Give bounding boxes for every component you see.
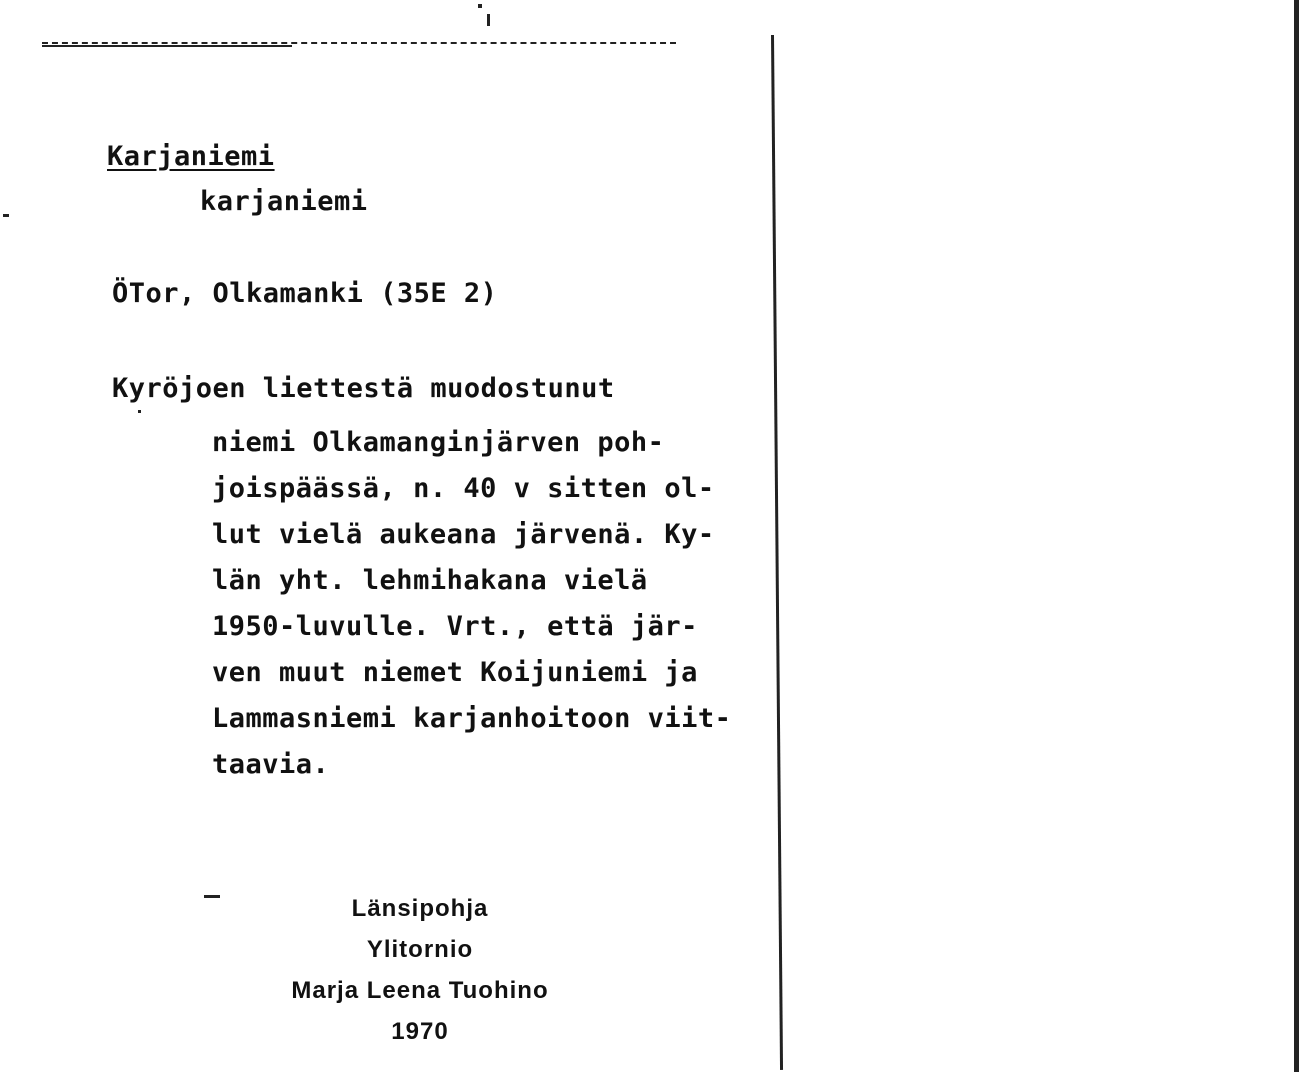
scan-speck xyxy=(138,410,141,413)
entry-location: ÖTor, Olkamanki (35E 2) xyxy=(112,278,498,309)
description-line: län yht. lehmihakana vielä xyxy=(212,565,648,596)
scan-speck xyxy=(3,214,9,217)
top-solid-rule xyxy=(42,45,292,47)
description-line: lut vielä aukeana järvenä. Ky- xyxy=(212,519,715,550)
stamp-collector: Marja Leena Tuohino xyxy=(291,977,549,1004)
scan-speck xyxy=(478,4,482,8)
description-line: Lammasniemi karjanhoitoon viit- xyxy=(212,703,732,734)
stamp-year: 1970 xyxy=(391,1018,449,1045)
entry-pronunciation: karjaniemi xyxy=(200,186,368,217)
collector-stamp xyxy=(240,888,600,1052)
description-first-line: Kyröjoen liettestä muodostunut xyxy=(112,373,615,404)
description-line: joispäässä, n. 40 v sitten ol- xyxy=(212,473,715,504)
description-line: 1950-luvulle. Vrt., että jär- xyxy=(212,611,698,642)
scan-border-line xyxy=(1294,0,1299,1072)
scan-speck xyxy=(487,14,490,26)
description-line: niemi Olkamanginjärven poh- xyxy=(212,427,665,458)
stamp-parish: Ylitornio xyxy=(366,936,474,963)
description-line: taavia. xyxy=(212,749,330,780)
description-line: ven muut niemet Koijuniemi ja xyxy=(212,657,698,688)
stamp-region: Länsipohja xyxy=(351,895,489,922)
scan-speck xyxy=(204,895,220,898)
card-edge-line xyxy=(771,35,783,1070)
entry-title: Karjaniemi xyxy=(107,141,275,172)
top-dashed-rule xyxy=(42,42,676,44)
description-body xyxy=(212,420,731,788)
